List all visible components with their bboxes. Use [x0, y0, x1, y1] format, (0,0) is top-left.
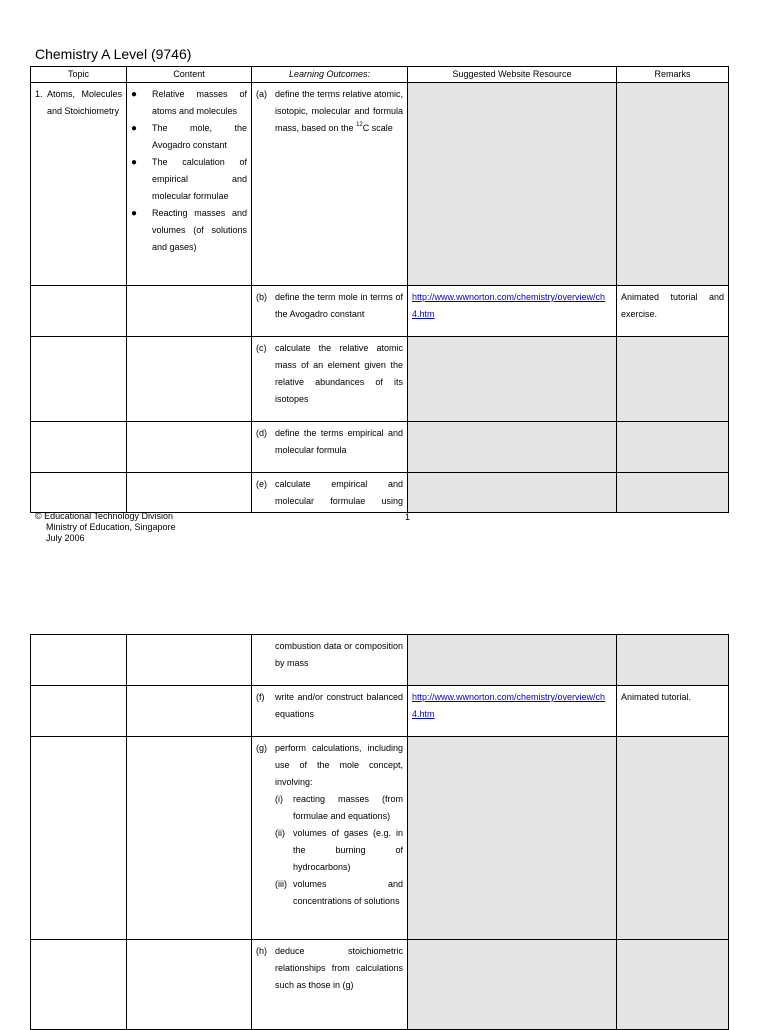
table-row [31, 422, 729, 473]
outcome-cell-b: (b) define the term mole in terms of the Avogadro constant [252, 286, 408, 337]
bullet-icon: ● [131, 208, 138, 219]
footer-ministry: Ministry of Education, Singapore [46, 522, 176, 532]
footer-division: © Educational Technology Division [35, 511, 174, 521]
outcome-cell-e-cont: combustion data or composition by mass [252, 635, 408, 686]
header-remarks: Remarks [617, 67, 729, 83]
list-item: ● Relative masses of atoms and molecules [131, 86, 247, 120]
document-title: Chemistry A Level (9746) [35, 46, 192, 62]
table-row [31, 635, 729, 686]
table-row [31, 286, 729, 337]
header-content: Content [127, 67, 252, 83]
header-topic: Topic [31, 67, 127, 83]
list-item: ● The mole, the Avogadro constant [131, 120, 247, 154]
bullet-icon: ● [131, 157, 138, 168]
topic-number: 1. [35, 89, 43, 99]
remarks-cell-b: Animated tutorial and exercise. [617, 286, 729, 337]
outcome-cell-h: (h) deduce stoichiometric relationships from calculations such as those in (g) [252, 940, 408, 1030]
outcome-cell-g: (g) perform calculations, including use of the mole concept, involving: (i) reacting masses (from formulae and equations) (ii) volumes of gases (e.g. in the burning of hydrocarbons) (iii) volumes and concentrations of solutions [252, 737, 408, 940]
table-row [31, 686, 729, 737]
table-row [31, 337, 729, 422]
table-row [31, 473, 729, 513]
syllabus-table-page-2 [30, 634, 729, 1030]
header-website-resource: Suggested Website Resource [408, 67, 617, 83]
content-cell [127, 83, 252, 286]
table-row [31, 737, 729, 940]
table-header-row [31, 67, 729, 83]
page-number: 1 [405, 512, 411, 522]
resource-cell-empty [408, 83, 617, 286]
table-row [31, 940, 729, 1030]
list-item: ● Reacting masses and volumes (of solutions and gases) [131, 205, 247, 256]
bullet-icon: ● [131, 89, 138, 100]
header-learning-outcomes: Learning Outcomes: [252, 67, 408, 83]
table-row [31, 83, 729, 286]
page-footer [35, 511, 176, 544]
list-item: (iii) volumes and concentrations of solutions [275, 879, 403, 906]
outcome-cell-f: (f) write and/or construct balanced equations [252, 686, 408, 737]
topic-cell [31, 83, 127, 286]
topic-label: Atoms, Molecules and Stoichiometry [47, 89, 122, 116]
remarks-cell-f: Animated tutorial. [617, 686, 729, 737]
list-item: (i) reacting masses (from formulae and equations) [275, 794, 403, 821]
list-item: (ii) volumes of gases (e.g. in the burning of hydrocarbons) [275, 828, 403, 872]
outcome-cell-d: (d) define the terms empirical and molecular formula [252, 422, 408, 473]
resource-link-f[interactable]: http://www.wwnorton.com/chemistry/overview/ch4.htm [412, 692, 606, 719]
outcome-cell-a: (a) define the terms relative atomic, isotopic, molecular and formula mass, based on the $^{12}$C scale [252, 83, 408, 286]
bullet-icon: ● [131, 123, 138, 134]
syllabus-table-page-1 [30, 66, 729, 513]
resource-link-b[interactable]: http://www.wwnorton.com/chemistry/overview/ch4.htm [412, 292, 606, 319]
footer-date: July 2006 [46, 533, 85, 543]
resource-cell-f [408, 686, 617, 737]
remarks-cell-empty [617, 83, 729, 286]
outcome-cell-c: (c) calculate the relative atomic mass of an element given the relative abundances of its isotopes [252, 337, 408, 422]
list-item: ● The calculation of empirical and molecular formulae [131, 154, 247, 205]
outcome-cell-e: (e) calculate empirical and molecular formulae using [252, 473, 408, 513]
resource-cell-b [408, 286, 617, 337]
